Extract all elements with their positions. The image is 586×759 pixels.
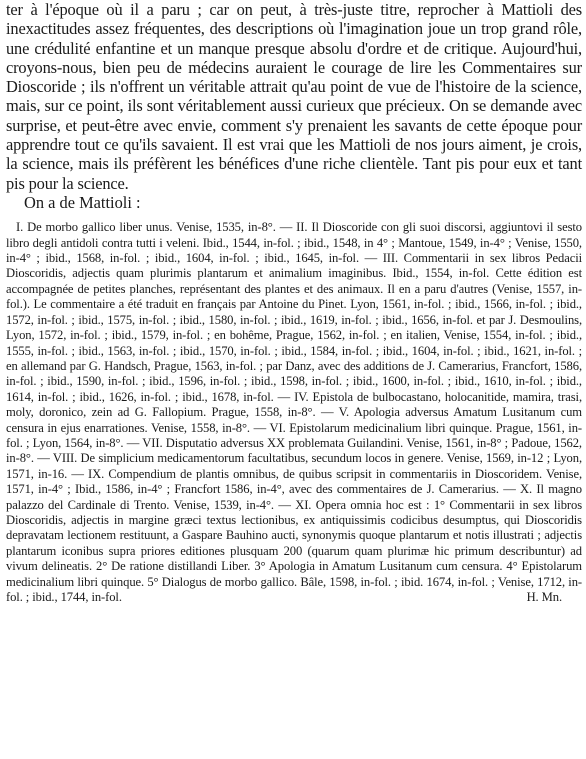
body-paragraph: ter à l'époque où il a paru ; car on peut, à très-juste titre, reprocher à Mattioli des inexactitudes assez fréquentes, des descriptions où l'imagination joue un trop grand rôle, une crédulité enfantine et un manque presque absolu d'ordre et de critique. Aujourd'hui, croyons-nous, bien peu de médecins auraient le courage de lire les Commentaires sur Dioscoride ; ils n'offrent un véritable attrait qu'au point de vue de l'histoire de la science, mais, sur ce point, ils sont véritablement aussi curieux que précieux. On se demande avec surprise, et peut-être avec envie, comment s'y prenaient les savants de cette époque pour apprendre tout ce qu'ils savaient. Il est vrai que les Mattioli de nos jours aiment, je crois, la science, mais ils préfèrent les bénéfices d'une riche clientèle. Tant pis pour eux et tant pis pour la science. [6, 0, 582, 193]
author-signature: H. Mn. [526, 590, 562, 605]
section-intro: On a de Mattioli : [24, 192, 141, 212]
bibliography-text: I. De morbo gallico liber unus. Venise, 1535, in-8°. — II. Il Dioscoride con gli suoi discorsi, aggiuntovi il sesto libro degli antidoli contra tutti i veleni. Ibid., 1544, in-fol. ; ibid., 1548, in 4° ; Mantoue, 1549, in-4° ; Venise, 1550, in-4° ; ibid., 1568, in-fol. ; ibid., 1604, in-fol. ; ibid., 1645, in-fol. — III. Commentarii in sex libros Pedacii Dioscoridis, adjectis quam plurimis plantarum et animalium imaginibus. Ibid., 1554, in-fol. Cette édition est accompagnée de petites planches, représentant des plantes et des animaux. Il en a paru d'autres (Venise, 1557, in-fol.). Le commentaire a été traduit en français par Antoine du Pinet. Lyon, 1561, in-fol. ; ibid., 1566, in-fol. ; ibid., 1572, in-fol. ; ibid., 1575, in-fol. ; ibid., 1580, in-fol. ; ibid., 1619, in-fol. ; ibid., 1656, in-fol. et par J. Desmoulins, Lyon, 1572, in-fol. ; ibid., 1579, in-fol. ; en bohême, Prague, 1562, in-fol. ; en italien, Venise, 1554, in-fol. ; ibid., 1555, in-fol. ; ibid., 1563, in-fol. ; ibid., 1570, in-fol. ; ibid., 1584, in-fol. ; ibid., 1604, in-fol. ; ibid., 1621, in-fol. ; en allemand par G. Handsch, Prague, 1563, in-fol. ; par Danz, avec des additions de J. Camerarius, Francfort, 1586, in-fol. ; ibid., 1590, in-fol. ; ibid., 1596, in-fol. ; ibid., 1598, in-fol. ; ibid., 1600, in-fol. ; ibid., 1610, in-fol. ; ibid., 1614, in-fol. ; ibid., 1626, in-fol. ; ibid., 1678, in-fol. — IV. Epistola de bulbocastano, holocanitide, mamira, trasi, moly, doronico, zein ad G. Fallopium. Prague, 1558, in-8°. — V. Apologia adversus Amatum Lusitanum cum censura in ejus enarrationes. Venise, 1558, in-8°. — VI. Epistolarum medicinalium libri quinque. Prague, 1561, in-fol. ; Lyon, 1564, in-8°. — VII. Disputatio adversus XX problemata Guilandini. Venise, 1561, in-8° ; Padoue, 1562, in-8°. — VIII. De simplicium medicamentorum facultatibus, secundum locos in genere. Venise, 1569, in-12 ; Lyon, 1571, in-16. — IX. Compendium de plantis omnibus, de quibus scripsit in commentariis in Dioscoridem. Venise, 1571, in-4° ; Ibid., 1586, in-4° ; Francfort 1586, in-4°, avec des commentaires de J. Camerarius. — X. Il magno palazzo del Cardinale di Trento. Venise, 1539, in-4°. — XI. Opera omnia hoc est : 1° Commentarii in sex libros Dioscoridis, adjectis in margine græci textus lectionibus, ex antiquissimis codicibus desumptus, qui Dioscoridis depravatam lectionem restituunt, a Gaspare Bauhino aucti, synonymis quoque plantarum et notis illustrati ; adjectis plantarum iconibus supra priores editiones plusquam 200 (quarum quam plurimæ hic primum describuntur) ad vivum delineatis. 2° De ratione distillandi Liber. 3° Apologia in Amatum Lusitanum cum censura. 4° Epistolarum medicinalium libri quinque. 5° Dialogus de morbo gallico. Bâle, 1598, in-fol. ; ibid. 1674, in-fol. ; Venise, 1712, in-fol. ; ibid., 1744, in-fol. [6, 220, 582, 605]
document-page [6, 0, 582, 605]
bibliography-list [6, 220, 582, 605]
